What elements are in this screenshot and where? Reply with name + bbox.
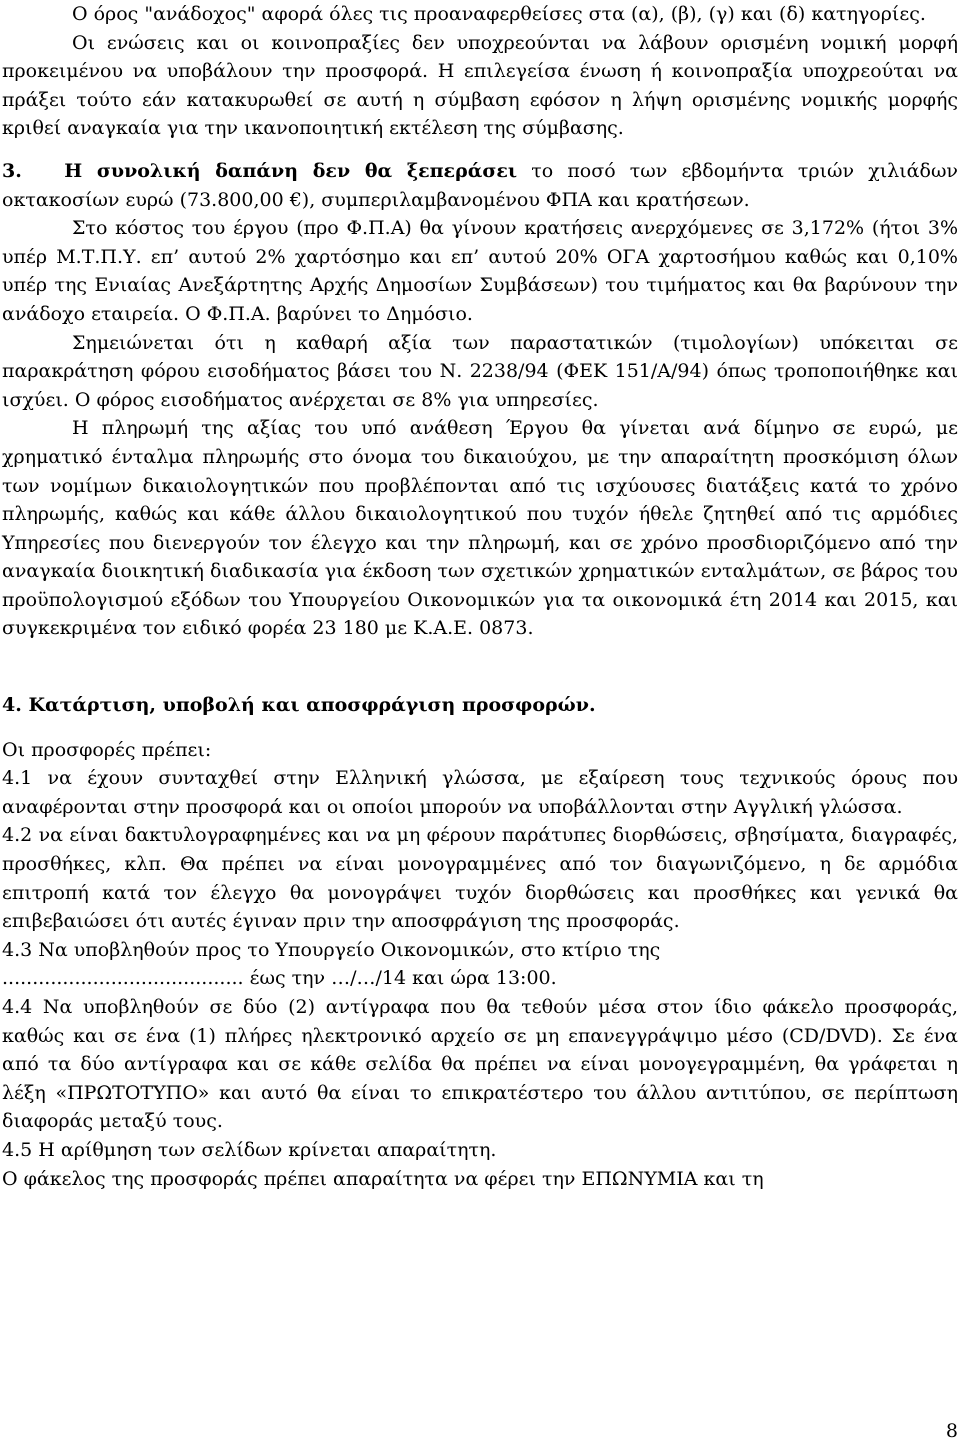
paragraph-total-cost <box>2 157 958 214</box>
offer-requirement-item: 4.5 Η αρίθμηση των σελίδων κρίνεται απαραίτητη. <box>2 1138 497 1161</box>
submission-deadline-line: ........................................ έως την …/…/14 και ώρα 13:00. <box>2 967 557 990</box>
spacer <box>2 143 958 157</box>
offer-requirement-item: 4.1 να έχουν συνταχθεί στην Ελληνική γλώσσα, με εξαίρεση τους τεχνικούς όρους που αναφέρονται στην προσφορά και οι οποίοι μπορούν να υποβάλλονται στην Αγγλική γλώσσα. <box>2 767 958 818</box>
document-page <box>2 0 958 1193</box>
page-number: 8 <box>945 1420 958 1442</box>
section-number: 3. <box>2 159 22 182</box>
offers-intro: Οι προσφορές πρέπει: <box>2 738 212 761</box>
offer-requirement-item: 4.2 να είναι δακτυλογραφημένες και να μη φέρουν παράτυπες διορθώσεις, σβησίματα, διαγραφές, προσθήκες, κλπ. Θα πρέπει να είναι μονογραμμένες από τον διαγωνιζόμενο, η δε αρμόδια επιτροπή κατά τον έλεγχο θα μονογράψει τυχόν διορθώσεις και προσθήκες και γενικά θα επιβεβαιώσει ότι αυτές έγιναν πριν την αποσφράγιση της προσφοράς. <box>2 824 958 933</box>
total-cost-heading: Η συνολική δαπάνη δεν θα ξεπεράσει <box>64 159 518 182</box>
paragraph-withholdings: Στο κόστος του έργου (προ Φ.Π.Α) θα γίνουν κρατήσεις ανερχόμενες σε 3,172% (ήτοι 3% υπέρ Μ.Τ.Π.Υ. επ’ αυτού 2% χαρτόσημο και επ’ αυτού 20% ΟΓΑ χαρτοσήμου καθώς και 0,10% υπέρ της Ενιαίας Ανεξάρτητης Αρχής Δημοσίων Συμβάσεων) του τιμήματος και θα βαρύνουν την ανάδοχο εταιρεία. Ο Φ.Π.Α. βαρύνει το Δημόσιο. <box>2 217 958 325</box>
envelope-paragraph: Ο φάκελος της προσφοράς πρέπει απαραίτητα να φέρει την ΕΠΩΝΥΜΙΑ και τη <box>2 1167 764 1190</box>
paragraph-joint-ventures: Οι ενώσεις και οι κοινοπραξίες δεν υποχρεούνται να λάβουν ορισμένη νομική μορφή προκειμένου να υποβάλουν την προσφορά. Η επιλεγείσα ένωση ή κοινοπραξία υποχρεούται να πράξει τούτο εάν κατακυρωθεί σε αυτή η σύμβαση εφόσον η λήψη ορισμένης νομικής μορφής κριθεί αναγκαία για την ικανοποιητική εκτέλεση της σύμβασης. <box>2 31 958 140</box>
spacer <box>2 643 958 691</box>
spacer <box>2 720 958 736</box>
offer-requirement-item: 4.4 Να υποβληθούν σε δύο (2) αντίγραφα που θα τεθούν μέσα στον ίδιο φάκελο προσφοράς, καθώς και σε ένα (1) πλήρες ηλεκτρονικό αρχείο σε μη επανεγγράψιμο μέσο (CD/DVD). Σε ένα από τα δύο αντίγραφα και σε κάθε σελίδα θα πρέπει να είναι μονογεγραμμένη, θα γράφεται η λέξη «ΠΡΩΤΟΤΥΠΟ» και αυτό θα είναι το επικρατέστερο του άλλου αντιτύπου, σε περίπτωση διαφοράς μεταξύ τους. <box>2 996 958 1133</box>
paragraph-income-tax: Σημειώνεται ότι η καθαρή αξία των παραστατικών (τιμολογίων) υπόκειται σε παρακράτηση φόρου εισοδήματος βάσει του Ν. 2238/94 (ΦΕΚ 151/Α/94) όπως τροποποιήθηκε και ισχύει. Ο φόρος εισοδήματος ανέρχεται σε 8% για υπηρεσίες. <box>2 331 958 411</box>
paragraph-contractor-definition: Ο όρος "ανάδοχος" αφορά όλες τις προαναφερθείσες στα (α), (β), (γ) και (δ) κατηγορίες. <box>72 3 926 25</box>
total-cost-text: το ποσό των εβδομήντα τριών χιλιάδων οκτακοσίων ευρώ (73.800,00 €), συμπεριλαμβανομένου ΦΠΑ και κρατήσεων. <box>2 159 958 211</box>
section-heading: 4. Κατάρτιση, υποβολή και αποσφράγιση προσφορών. <box>2 694 596 717</box>
offer-requirement-item: 4.3 Να υποβληθούν προς το Υπουργείο Οικονομικών, στο κτίριο της <box>2 938 661 961</box>
paragraph-payment: Η πληρωμή της αξίας του υπό ανάθεση Έργου θα γίνεται ανά δίμηνο σε ευρώ, με χρηματικό ένταλμα πληρωμής στο όνομα του δικαιούχου, με την απαραίτητη προσκόμιση όλων των νομίμων δικαιολογητικών που προβλέπονται από τις ισχύουσες διατάξεις κατά το χρόνο πληρωμής, καθώς και κάθε άλλου δικαιολογητικού που τυχόν ήθελε ζητηθεί από τις αρμόδιες Υπηρεσίες που διενεργούν τον έλεγχο και την πληρωμή, και σε χρόνο προσδιοριζόμενο από την αναγκαία διοικητική διαδικασία για έκδοση των σχετικών χρηματικών ενταλμάτων, σε βάρος του προϋπολογισμού εξόδων του Υπουργείου Οικονομικών για τα οικονομικά έτη 2014 και 2015, και συγκεκριμένα τον ειδικό φορέα 23 180 με Κ.Α.Ε. 0873. <box>2 417 958 640</box>
